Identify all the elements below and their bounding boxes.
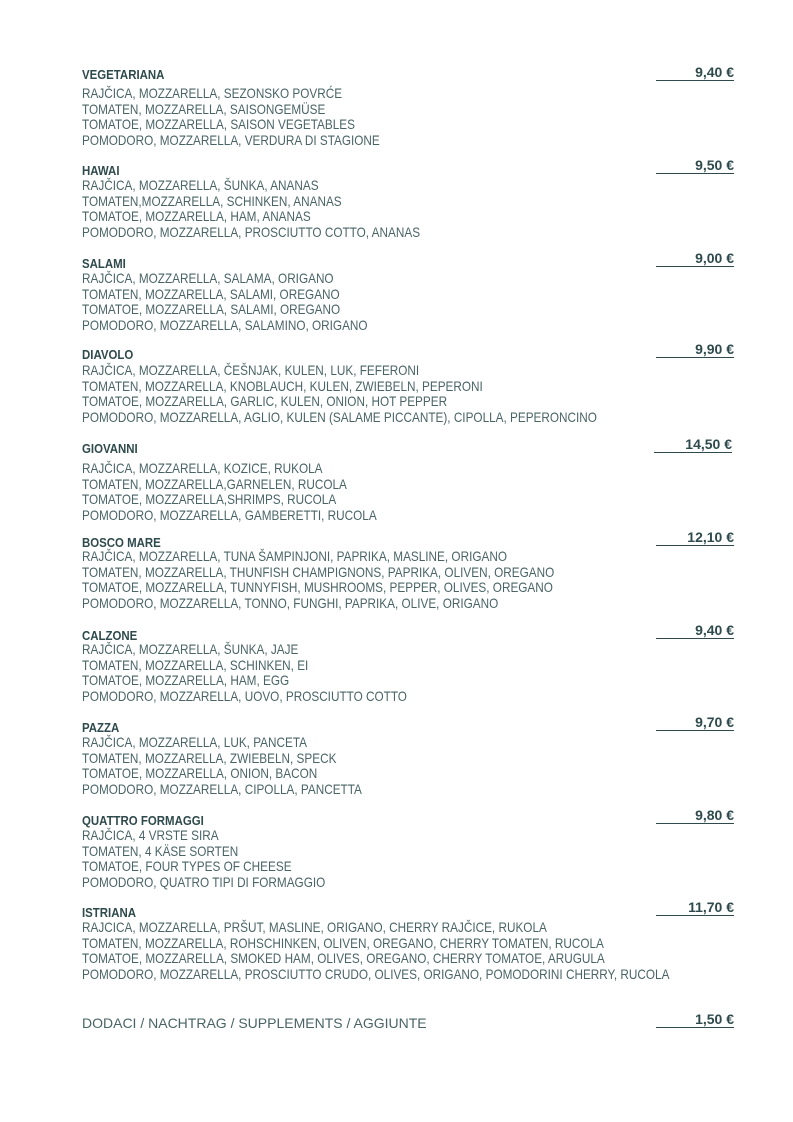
ingredients-en: TOMATOE, MOZZARELLA, HAM, EGG xyxy=(82,672,290,689)
ingredients-en: TOMATOE, MOZZARELLA, ONION, BACON xyxy=(82,765,318,782)
item-price: 9,00 € xyxy=(656,250,734,267)
ingredients-en: TOMATOE, MOZZARELLA, GARLIC, KULEN, ONION, HOT PEPPER xyxy=(82,393,448,410)
item-name: GIOVANNI xyxy=(82,441,138,456)
ingredients-de: TOMATEN, MOZZARELLA, SCHINKEN, EI xyxy=(82,656,309,673)
ingredients-en: TOMATOE, MOZZARELLA,SHRIMPS, RUCOLA xyxy=(82,491,337,508)
ingredient-lines xyxy=(82,363,695,426)
ingredients-it: POMODORO, MOZZARELLA, CIPOLLA, PANCETTA xyxy=(82,781,362,798)
ingredients-hr: RAJČICA, MOZZARELLA, LUK, PANCETA xyxy=(82,734,308,750)
item-price: 9,70 € xyxy=(656,714,734,731)
ingredients-hr: RAJČICA, MOZZARELLA, ŠUNKA, ANANAS xyxy=(82,177,319,193)
ingredients-hr: RAJČICA, 4 VRSTE SIRA xyxy=(82,827,219,843)
item-name: ISTRIANA xyxy=(82,905,137,920)
ingredients-it: POMODORO, MOZZARELLA, SALAMINO, ORIGANO xyxy=(82,317,368,334)
ingredients-de: TOMATEN, MOZZARELLA, THUNFISH CHAMPIGNONS, PAPRIKA, OLIVEN, OREGANO xyxy=(82,563,555,580)
ingredients-de: TOMATEN, MOZZARELLA, ROHSCHINKEN, OLIVEN, OREGANO, CHERRY TOMATEN, RUCOLA xyxy=(82,934,604,951)
ingredients-de: TOMATEN, MOZZARELLA, SAISONGEMÜSE xyxy=(82,100,326,117)
item-price: 9,90 € xyxy=(656,341,734,358)
item-price: 11,70 € xyxy=(656,899,734,916)
ingredients-en: TOMATOE, MOZZARELLA, HAM, ANANAS xyxy=(82,208,311,225)
ingredients-it: POMODORO, MOZZARELLA, PROSCIUTTO COTTO, ANANAS xyxy=(82,224,421,241)
ingredient-lines xyxy=(82,178,484,241)
item-name: BOSCO MARE xyxy=(82,535,161,550)
item-price: 9,50 € xyxy=(656,157,734,174)
ingredient-lines xyxy=(82,920,781,983)
ingredients-en: TOMATOE, MOZZARELLA, SMOKED HAM, OLIVES, OREGANO, CHERRY TOMATOE, ARUGULA xyxy=(82,950,605,967)
ingredients-hr: RAJČICA, MOZZARELLA, KOZICE, RUKOLA xyxy=(82,460,323,476)
ingredient-lines xyxy=(82,828,372,891)
supplements-price: 1,50 € xyxy=(656,1011,734,1028)
ingredients-it: POMODORO, MOZZARELLA, VERDURA DI STAGIONE xyxy=(82,132,380,149)
ingredients-en: TOMATOE, FOUR TYPES OF CHEESE xyxy=(82,858,292,875)
ingredients-en: TOMATOE, MOZZARELLA, SALAMI, OREGANO xyxy=(82,301,341,318)
item-name: VEGETARIANA xyxy=(82,67,165,82)
item-name: DIAVOLO xyxy=(82,347,134,362)
ingredients-it: POMODORO, MOZZARELLA, PROSCIUTTO CRUDO, OLIVES, ORIGANO, POMODORINI CHERRY, RUCOLA xyxy=(82,966,670,983)
ingredients-it: POMODORO, MOZZARELLA, GAMBERETTI, RUCOLA xyxy=(82,507,377,524)
ingredients-hr: RAJČICA, MOZZARELLA, ŠUNKA, JAJE xyxy=(82,641,299,657)
ingredients-hr: RAJČICA, MOZZARELLA, SALAMA, ORIGANO xyxy=(82,270,334,286)
ingredients-de: TOMATEN, MOZZARELLA, SALAMI, OREGANO xyxy=(82,285,340,302)
ingredients-it: POMODORO, MOZZARELLA, UOVO, PROSCIUTTO COTTO xyxy=(82,688,407,705)
ingredients-de: TOMATEN, MOZZARELLA,GARNELEN, RUCOLA xyxy=(82,475,347,492)
ingredient-lines xyxy=(82,271,422,334)
ingredient-lines xyxy=(82,642,469,705)
item-price: 12,10 € xyxy=(656,529,734,546)
ingredients-it: POMODORO, QUATRO TIPI DI FORMAGGIO xyxy=(82,874,326,891)
supplements-label: DODACI / NACHTRAG / SUPPLEMENTS / AGGIUNTE xyxy=(82,1015,427,1031)
item-price: 14,50 € xyxy=(654,436,732,453)
ingredient-lines xyxy=(82,549,644,612)
item-name: PAZZA xyxy=(82,720,120,735)
item-price: 9,80 € xyxy=(656,807,734,824)
ingredients-hr: RAJCICA, MOZZARELLA, PRŠUT, MASLINE, ORIGANO, CHERRY RAJČICE, RUKOLA xyxy=(82,919,547,935)
item-name: CALZONE xyxy=(82,628,138,643)
ingredient-lines xyxy=(82,461,433,524)
item-name: SALAMI xyxy=(82,256,126,271)
ingredients-it: POMODORO, MOZZARELLA, TONNO, FUNGHI, PAPRIKA, OLIVE, ORIGANO xyxy=(82,595,499,612)
ingredients-hr: RAJČICA, MOZZARELLA, TUNA ŠAMPINJONI, PAPRIKA, MASLINE, ORIGANO xyxy=(82,548,507,564)
item-name: HAWAI xyxy=(82,163,120,178)
item-price: 9,40 € xyxy=(656,622,734,639)
ingredient-lines xyxy=(82,735,415,798)
ingredient-lines xyxy=(82,86,436,149)
ingredients-de: TOMATEN, MOZZARELLA, KNOBLAUCH, KULEN, ZWIEBELN, PEPERONI xyxy=(82,377,483,394)
ingredients-de: TOMATEN, MOZZARELLA, ZWIEBELN, SPECK xyxy=(82,749,337,766)
item-name: QUATTRO FORMAGGI xyxy=(82,813,204,828)
item-price: 9,40 € xyxy=(656,64,734,81)
ingredients-it: POMODORO, MOZZARELLA, AGLIO, KULEN (SALAME PICCANTE), CIPOLLA, PEPERONCINO xyxy=(82,409,597,426)
ingredients-de: TOMATEN, 4 KÄSE SORTEN xyxy=(82,842,239,859)
ingredients-en: TOMATOE, MOZZARELLA, TUNNYFISH, MUSHROOMS, PEPPER, OLIVES, OREGANO xyxy=(82,579,553,596)
ingredients-en: TOMATOE, MOZZARELLA, SAISON VEGETABLES xyxy=(82,116,355,133)
ingredients-de: TOMATEN,MOZZARELLA, SCHINKEN, ANANAS xyxy=(82,192,342,209)
ingredients-hr: RAJČICA, MOZZARELLA, SEZONSKO POVRĆE xyxy=(82,85,343,101)
ingredients-hr: RAJČICA, MOZZARELLA, ČEŠNJAK, KULEN, LUK, FEFERONI xyxy=(82,362,420,378)
